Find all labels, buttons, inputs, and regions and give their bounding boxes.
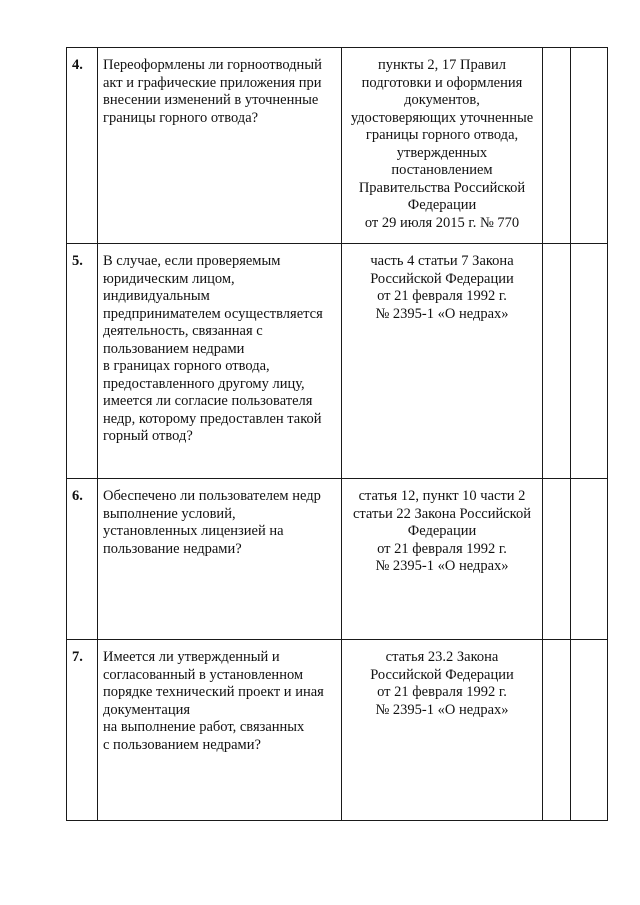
reference-line: № 2395-1 «О недрах» (375, 701, 509, 718)
reference-cell (342, 479, 543, 640)
question-line: юридическим лицом, (103, 270, 235, 287)
question-line: предпринимателем осуществляется (103, 305, 323, 322)
answer-cell (543, 48, 571, 244)
question-cell (98, 479, 342, 640)
note-cell (571, 640, 608, 821)
reference-cell (342, 640, 543, 821)
question-text (98, 48, 341, 127)
reference-line: № 2395-1 «О недрах» (375, 305, 509, 322)
reference-line: постановлением (391, 162, 493, 178)
row-number: 4. (72, 57, 83, 73)
row-number-cell (67, 479, 98, 640)
question-line: в границах горного отвода, (103, 358, 270, 374)
legal-reference-text (342, 479, 542, 576)
table-row (67, 244, 608, 479)
legal-reference-text (342, 244, 542, 323)
question-line: границы горного отвода? (103, 109, 259, 126)
question-line: индивидуальным (103, 288, 210, 304)
reference-line: пункты 2, 17 Правил (378, 57, 506, 73)
question-line: согласованный в установленном (103, 666, 304, 683)
reference-line: удостоверяющих уточненные (350, 109, 534, 126)
question-cell (98, 48, 342, 244)
question-text (98, 479, 341, 558)
question-line: внесении изменений в уточненные (103, 92, 319, 108)
reference-line: от 21 февраля 1992 г. (377, 540, 507, 557)
question-line: Имеется ли утвержденный и (103, 649, 280, 665)
row-number-cell (67, 48, 98, 244)
checklist-table (66, 47, 608, 821)
question-line: с пользованием недрами? (103, 736, 261, 753)
question-line: имеется ли согласие пользователя (103, 393, 313, 409)
reference-line: от 29 июля 2015 г. № 770 (364, 214, 520, 231)
reference-line: Федерации (407, 197, 477, 213)
reference-line: от 21 февраля 1992 г. (377, 684, 507, 700)
answer-cell (543, 244, 571, 479)
note-cell (571, 48, 608, 244)
question-line: установленных лицензией на (103, 523, 284, 539)
reference-line: Российской Федерации (370, 666, 514, 683)
question-line: пользование недрами? (103, 540, 242, 557)
question-line: на выполнение работ, связанных (103, 719, 305, 735)
question-line: предоставленного другому лицу, (103, 375, 305, 392)
row-number: 6. (72, 488, 83, 504)
legal-reference-text (342, 48, 542, 232)
reference-line: Правительства Российской (358, 179, 526, 196)
row-number: 7. (72, 649, 83, 665)
question-line: Обеспечено ли пользователем недр (103, 488, 321, 504)
note-cell (571, 244, 608, 479)
table-row (67, 48, 608, 244)
answer-cell (543, 479, 571, 640)
question-line: документация (103, 701, 191, 718)
reference-line: статьи 22 Закона Российской (352, 505, 531, 522)
row-number-cell (67, 640, 98, 821)
reference-line: статья 23.2 Закона (385, 649, 499, 665)
table-row (67, 640, 608, 821)
reference-line: Федерации (407, 523, 477, 539)
question-line: деятельность, связанная с (103, 323, 263, 339)
legal-reference-text (342, 640, 542, 719)
reference-line: часть 4 статьи 7 Закона (370, 253, 514, 269)
table-row (67, 479, 608, 640)
question-line: пользованием недрами (103, 340, 245, 357)
question-line: акт и графические приложения при (103, 74, 322, 91)
question-text (98, 244, 341, 446)
note-cell (571, 479, 608, 640)
reference-line: границы горного отвода, (365, 127, 519, 143)
reference-line: от 21 февраля 1992 г. (377, 288, 507, 304)
question-line: порядке технический проект и иная (103, 684, 324, 700)
reference-line: документов, (404, 92, 480, 108)
reference-line: утвержденных (396, 144, 488, 161)
row-number-cell (67, 244, 98, 479)
question-line: выполнение условий, (103, 505, 236, 522)
reference-line: подготовки и оформления (361, 74, 523, 91)
reference-cell (342, 244, 543, 479)
reference-cell (342, 48, 543, 244)
reference-line: № 2395-1 «О недрах» (375, 558, 509, 574)
question-text (98, 640, 341, 754)
question-line: горный отвод? (103, 428, 193, 444)
reference-line: статья 12, пункт 10 части 2 (358, 488, 526, 504)
reference-line: Российской Федерации (370, 270, 514, 287)
question-cell (98, 244, 342, 479)
answer-cell (543, 640, 571, 821)
question-cell (98, 640, 342, 821)
question-line: В случае, если проверяемым (103, 253, 281, 269)
row-number: 5. (72, 253, 83, 269)
question-line: Переоформлены ли горноотводный (103, 57, 322, 73)
question-line: недр, которому предоставлен такой (103, 410, 322, 427)
